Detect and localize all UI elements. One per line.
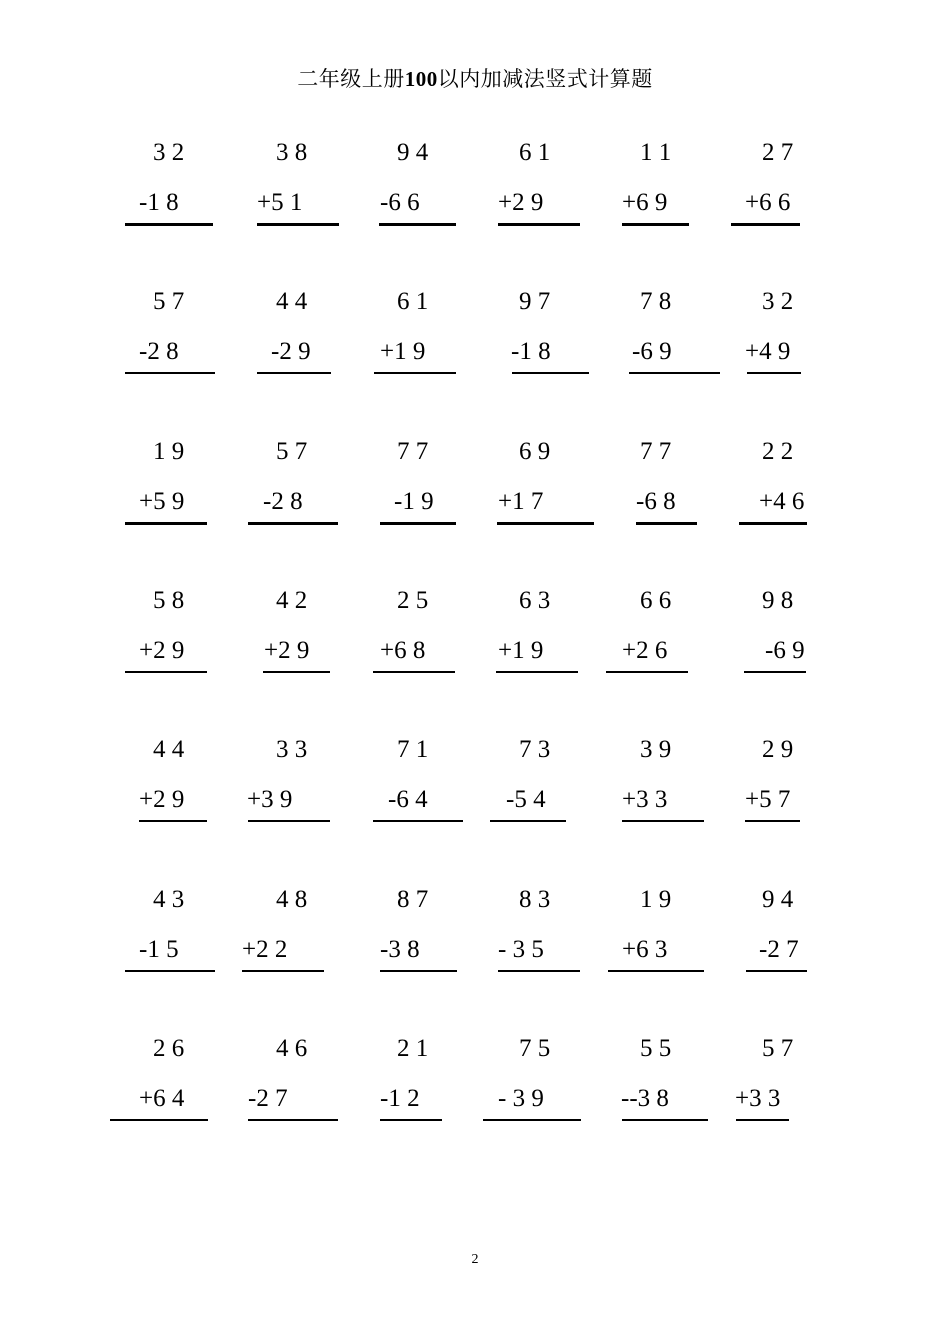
operator-and-number: -6 9 (632, 338, 672, 365)
answer-line (622, 223, 689, 226)
top-number: 2 9 (762, 736, 794, 763)
operator-and-number: --3 8 (621, 1085, 669, 1112)
top-number: 9 8 (762, 587, 794, 614)
answer-line (747, 372, 801, 374)
operator-and-number: +1 9 (498, 637, 544, 664)
operator-and-number: +2 9 (264, 637, 310, 664)
answer-line (736, 1119, 789, 1121)
top-number: 9 4 (762, 886, 794, 913)
operator-and-number: -1 8 (139, 189, 179, 216)
operator-and-number: +3 9 (247, 786, 293, 813)
title-prefix: 二年级上册 (297, 67, 405, 91)
top-number: 4 8 (276, 886, 308, 913)
top-number: 2 1 (397, 1035, 429, 1062)
operator-and-number: -2 8 (139, 338, 179, 365)
top-number: 7 5 (519, 1035, 551, 1062)
operator-and-number: +3 3 (622, 786, 668, 813)
problem-5-6 (0, 735, 950, 815)
answer-line (745, 820, 800, 822)
top-number: 9 4 (397, 139, 429, 166)
answer-line (380, 1119, 442, 1121)
problem-2-6 (0, 287, 950, 367)
operator-and-number: -6 8 (636, 488, 676, 515)
answer-line (242, 970, 324, 972)
answer-line (373, 820, 463, 822)
operator-and-number: +6 9 (622, 189, 668, 216)
top-number: 1 9 (153, 438, 185, 465)
top-number: 6 1 (397, 288, 429, 315)
operator-and-number: -1 8 (511, 338, 551, 365)
top-number: 6 3 (519, 587, 551, 614)
top-number: 3 3 (276, 736, 308, 763)
answer-line (248, 1119, 338, 1121)
answer-line (380, 970, 457, 972)
operator-and-number: - 3 9 (498, 1085, 544, 1112)
operator-and-number: +6 3 (622, 936, 668, 963)
answer-line (257, 372, 331, 374)
problem-7-6 (0, 1034, 950, 1114)
page-number: 2 (471, 1252, 479, 1267)
operator-and-number: +5 9 (139, 488, 185, 515)
top-number: 3 2 (153, 139, 185, 166)
top-number: 7 7 (397, 438, 429, 465)
top-number: 6 9 (519, 438, 551, 465)
operator-and-number: +4 6 (759, 488, 805, 515)
top-number: 3 9 (640, 736, 672, 763)
answer-line (498, 970, 580, 972)
answer-line (739, 522, 807, 525)
answer-line (746, 970, 807, 972)
top-number: 2 7 (762, 139, 794, 166)
top-number: 2 5 (397, 587, 429, 614)
answer-line (608, 970, 704, 972)
top-number: 2 6 (153, 1035, 185, 1062)
answer-line (379, 223, 456, 226)
top-number: 3 8 (276, 139, 308, 166)
problem-3-6 (0, 437, 950, 517)
top-number: 4 4 (276, 288, 308, 315)
operator-and-number: +6 6 (745, 189, 791, 216)
answer-line (374, 372, 456, 374)
top-number: 7 1 (397, 736, 429, 763)
operator-and-number: -2 9 (271, 338, 311, 365)
answer-line (622, 820, 704, 822)
top-number: 5 7 (276, 438, 308, 465)
problem-4-6 (0, 586, 950, 666)
top-number: 6 6 (640, 587, 672, 614)
answer-line (248, 522, 338, 525)
operator-and-number: - 3 5 (498, 936, 544, 963)
top-number: 5 8 (153, 587, 185, 614)
operator-and-number: -2 7 (759, 936, 799, 963)
answer-line (629, 372, 720, 374)
top-number: 4 4 (153, 736, 185, 763)
top-number: 7 8 (640, 288, 672, 315)
operator-and-number: +4 9 (745, 338, 791, 365)
answer-line (263, 671, 330, 673)
operator-and-number: -3 8 (380, 936, 420, 963)
top-number: 1 1 (640, 139, 672, 166)
answer-line (125, 671, 207, 673)
top-number: 2 2 (762, 438, 794, 465)
operator-and-number: -5 4 (506, 786, 546, 813)
operator-and-number: -2 7 (248, 1085, 288, 1112)
answer-line (622, 1119, 708, 1121)
answer-line (498, 223, 580, 226)
operator-and-number: +2 6 (622, 637, 668, 664)
operator-and-number: +3 3 (735, 1085, 781, 1112)
answer-line (125, 522, 207, 525)
operator-and-number: +6 4 (139, 1085, 185, 1112)
title-suffix: 以内加减法竖式计算题 (437, 67, 653, 91)
operator-and-number: +2 9 (498, 189, 544, 216)
top-number: 8 7 (397, 886, 429, 913)
answer-line (497, 522, 594, 525)
operator-and-number: -6 6 (380, 189, 420, 216)
top-number: 4 2 (276, 587, 308, 614)
answer-line (636, 522, 697, 525)
title-bold: 100 (404, 67, 438, 91)
answer-line (125, 970, 215, 972)
answer-line (139, 820, 207, 822)
operator-and-number: -2 8 (263, 488, 303, 515)
operator-and-number: +2 2 (242, 936, 288, 963)
operator-and-number: +1 7 (498, 488, 544, 515)
answer-line (257, 223, 339, 226)
operator-and-number: -1 9 (394, 488, 434, 515)
top-number: 3 2 (762, 288, 794, 315)
top-number: 4 6 (276, 1035, 308, 1062)
operator-and-number: +2 9 (139, 637, 185, 664)
operator-and-number: +6 8 (380, 637, 426, 664)
top-number: 5 7 (762, 1035, 794, 1062)
top-number: 1 9 (640, 886, 672, 913)
problem-6-6 (0, 885, 950, 965)
operator-and-number: -6 4 (388, 786, 428, 813)
top-number: 4 3 (153, 886, 185, 913)
answer-line (744, 671, 806, 673)
answer-line (248, 820, 330, 822)
operator-and-number: -6 9 (765, 637, 805, 664)
answer-line (110, 1119, 208, 1121)
operator-and-number: +2 9 (139, 786, 185, 813)
answer-line (125, 223, 213, 226)
answer-line (606, 671, 688, 673)
answer-line (496, 671, 578, 673)
operator-and-number: +5 1 (257, 189, 303, 216)
top-number: 6 1 (519, 139, 551, 166)
answer-line (512, 372, 589, 374)
top-number: 5 7 (153, 288, 185, 315)
answer-line (373, 671, 455, 673)
top-number: 7 7 (640, 438, 672, 465)
top-number: 9 7 (519, 288, 551, 315)
operator-and-number: +1 9 (380, 338, 426, 365)
operator-and-number: -1 2 (380, 1085, 420, 1112)
answer-line (490, 820, 566, 822)
operator-and-number: +5 7 (745, 786, 791, 813)
answer-line (125, 372, 215, 374)
problem-1-6 (0, 138, 950, 218)
top-number: 7 3 (519, 736, 551, 763)
answer-line (380, 522, 456, 525)
top-number: 5 5 (640, 1035, 672, 1062)
operator-and-number: -1 5 (139, 936, 179, 963)
answer-line (483, 1119, 581, 1121)
top-number: 8 3 (519, 886, 551, 913)
answer-line (731, 223, 800, 226)
